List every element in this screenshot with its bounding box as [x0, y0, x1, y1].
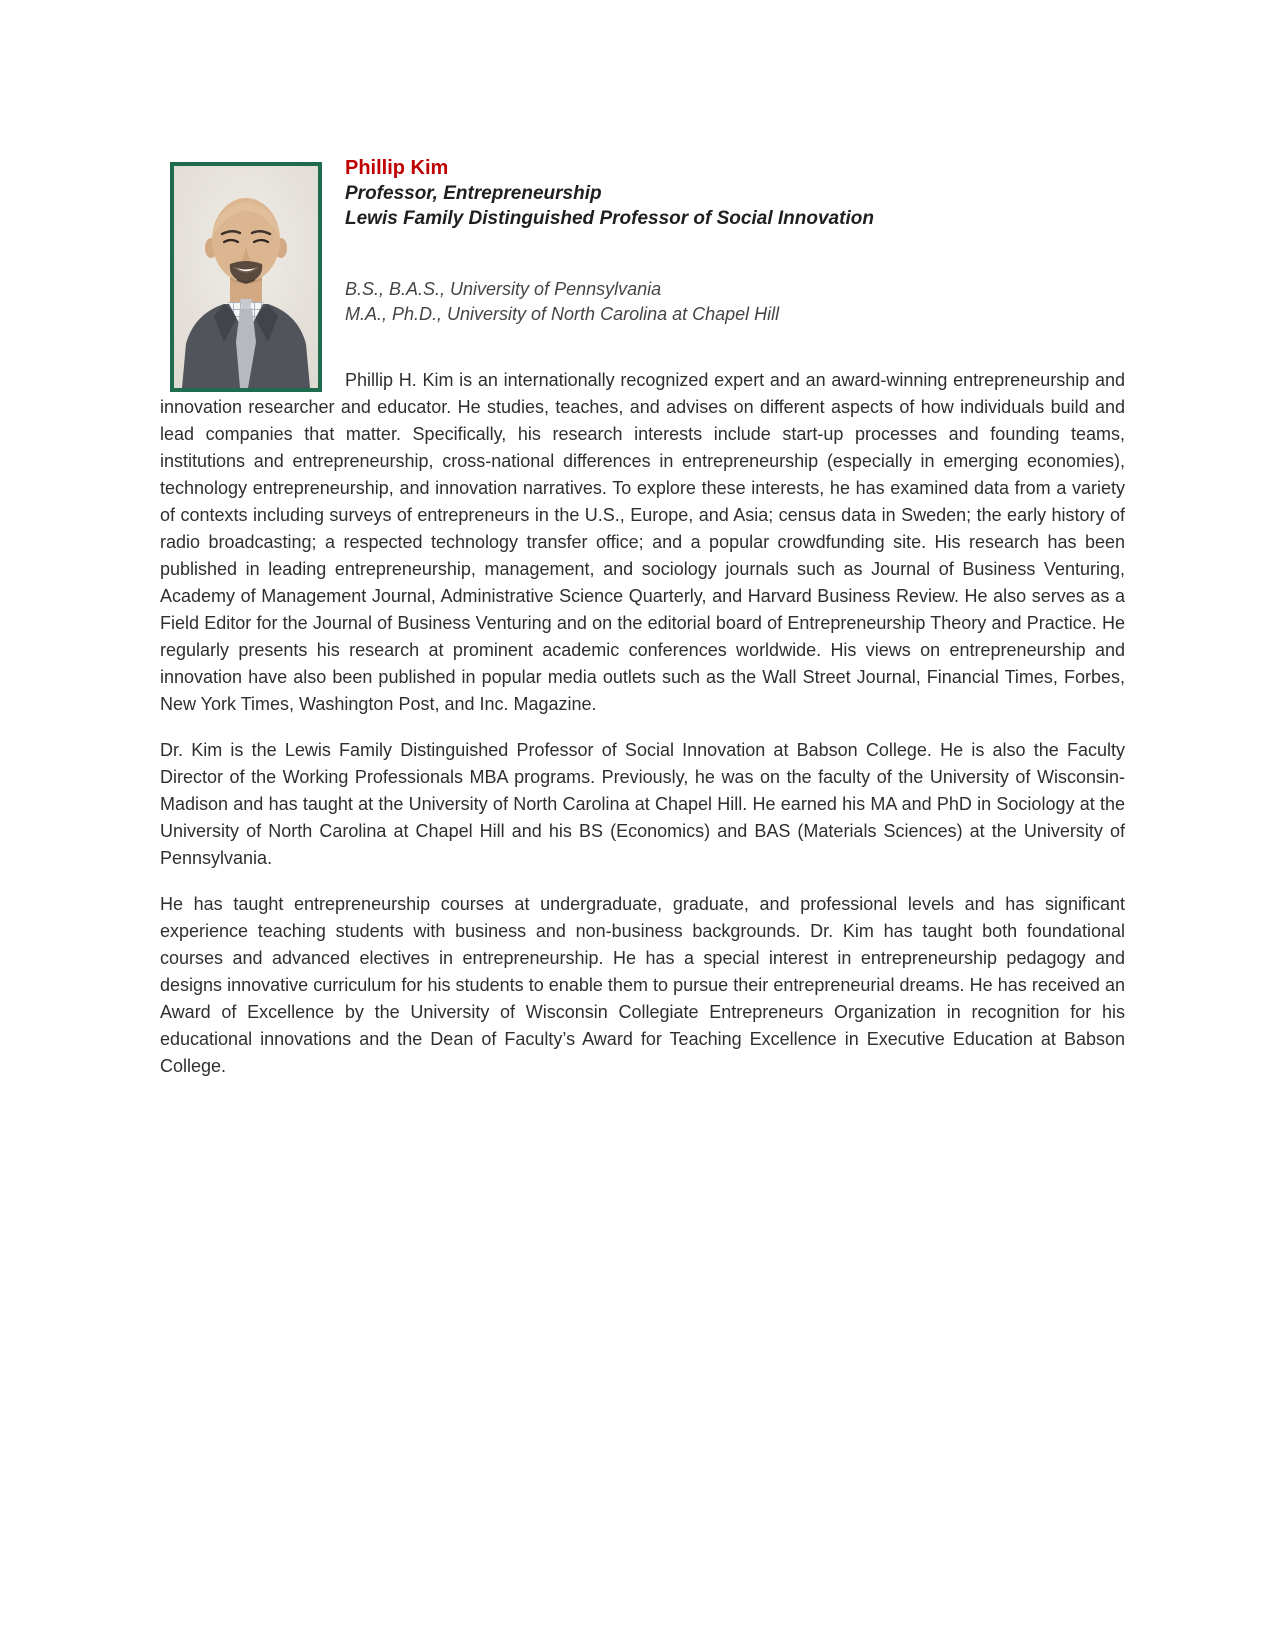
person-title-primary: Professor, Entrepreneurship [345, 183, 602, 204]
person-title-secondary: Lewis Family Distinguished Professor of Social Innovation [345, 208, 874, 229]
person-name: Phillip Kim [345, 157, 449, 179]
bio-paragraph-2: Dr. Kim is the Lewis Family Distinguished Professor of Social Innovation at Babson College. He is also the Faculty Director of the Working Professionals MBA programs. Previously, he was on the faculty of the University of Wisconsin-Madison and has taught at the University of North Carolina at Chapel Hill. He earned his MA and PhD in Sociology at the University of North Carolina at Chapel Hill and his BS (Economics) and BAS (Materials Sciences) at the University of Pennsylvania. [160, 740, 1125, 868]
bio-content [160, 155, 1125, 1080]
bio-paragraph-1: Phillip H. Kim is an internationally recognized expert and an award-winning entrepreneurship and innovation researcher and educator. He studies, teaches, and advises on different aspects of how individuals build and lead companies that matter. Specifically, his research interests include start-up processes and founding teams, institutions and entrepreneurship, cross-national differences in entrepreneurship (especially in emerging economies), technology entrepreneurship, and innovation narratives. To explore these interests, he has examined data from a variety of contexts including surveys of entrepreneurs in the U.S., Europe, and Asia; census data in Sweden; the early history of radio broadcasting; a respected technology transfer office; and a popular crowdfunding site. His research has been published in leading entrepreneurship, management, and sociology journals such as Journal of Business Venturing, Academy of Management Journal, Administrative Science Quarterly, and Harvard Business Review. He also serves as a Field Editor for the Journal of Business Venturing and on the editorial board of Entrepreneurship Theory and Practice. He regularly presents his research at prominent academic conferences worldwide. His views on entrepreneurship and innovation have also been published in popular media outlets such as the Wall Street Journal, Financial Times, Forbes, New York Times, Washington Post, and Inc. Magazine. [160, 370, 1125, 714]
degree-line-1: B.S., B.A.S., University of Pennsylvania [345, 279, 662, 299]
degrees-block [345, 277, 1125, 327]
bio-paragraph-3: He has taught entrepreneurship courses at undergraduate, graduate, and professional levels and has significant experience teaching students with business and non-business backgrounds. Dr. Kim has taught both foundational courses and advanced electives in entrepreneurship. He has a special interest in entrepreneurship pedagogy and designs innovative curriculum for his students to enable them to pursue their entrepreneurial dreams. He has received an Award of Excellence by the University of Wisconsin Collegiate Entrepreneurs Organization in recognition for his educational innovations and the Dean of Faculty’s Award for Teaching Excellence in Executive Education at Babson College. [160, 894, 1125, 1076]
bio-text [160, 367, 1125, 1080]
person-header [345, 155, 1125, 327]
degree-line-2: M.A., Ph.D., University of North Carolina at Chapel Hill [345, 304, 780, 324]
